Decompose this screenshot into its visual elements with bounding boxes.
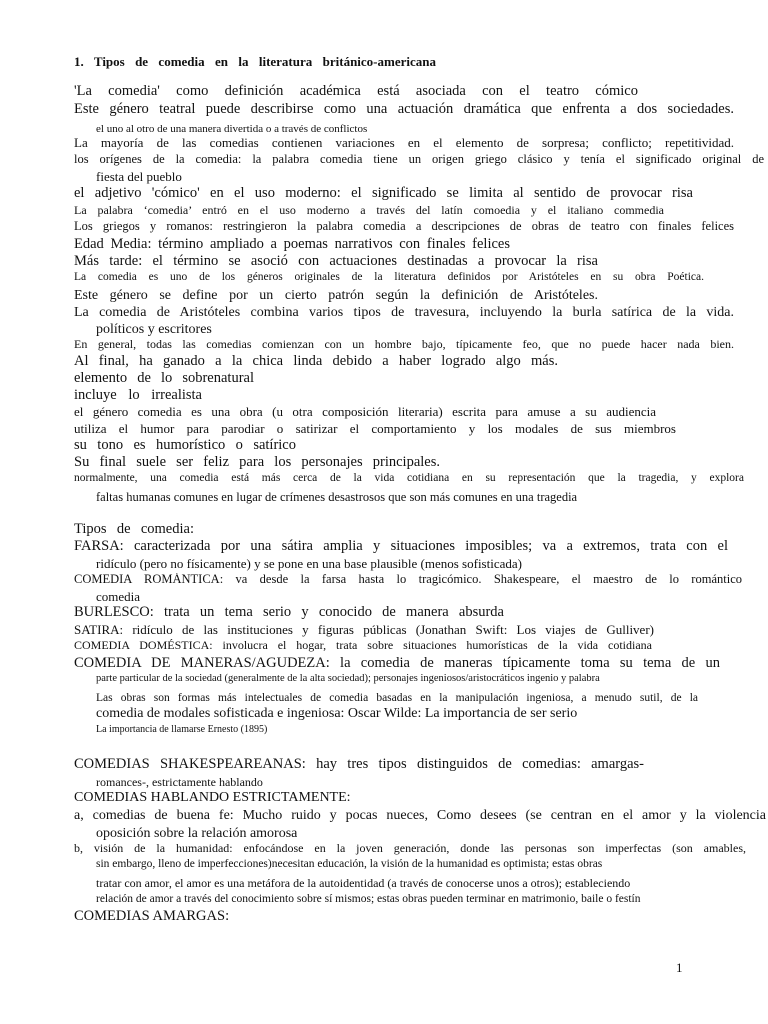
page-number: 1	[676, 960, 683, 975]
text-line: COMEDIA DE MANERAS/AGUDEZA: la comedia de maneras típicamente toma su tema de un	[74, 656, 720, 671]
text-line: incluye lo irrealista	[74, 388, 202, 403]
text-line: a, comedias de buena fe: Mucho ruido y pocas nueces, Como desees (se centran en el amor y la violencia	[74, 808, 766, 823]
text-line: La comedia es uno de los géneros originales de la literatura definidos por Aristóteles en su obra Poética.	[74, 271, 704, 283]
text-line: COMEDIA DOMÉSTICA: involucra el hogar, trata sobre situaciones humorísticas de la vida cotidiana	[74, 639, 652, 652]
text-line: parte particular de la sociedad (generalmente de la alta sociedad); personajes ingeniosos/aristocráticos ingenio y palabra	[96, 673, 600, 684]
text-line: SATIRA: ridículo de las instituciones y figuras públicas (Jonathan Swift: Los viajes de Gulliver)	[74, 623, 654, 637]
text-line: COMEDIA ROMÁNTICA: va desde la farsa hasta lo tragicómico. Shakespeare, el maestro de lo romántico	[74, 573, 742, 586]
text-line: comedia	[96, 590, 141, 604]
text-line: el género comedia es una obra (u otra composición literaria) escrita para amuse a su audiencia	[74, 405, 656, 419]
text-line: normalmente, una comedia está más cerca de la vida cotidiana en su representación que la tragedia, y explora	[74, 472, 744, 484]
text-line: 'La comedia' como definición académica está asociada con el teatro cómico	[74, 84, 638, 99]
text-line: b, visión de la humanidad: enfocándose en la joven generación, donde las personas son imperfectas (son amables,	[74, 842, 746, 855]
text-line: ridículo (pero no físicamente) y se pone en una base plausible (menos sofisticada)	[96, 557, 522, 571]
text-line: comedia de modales sofisticada e ingeniosa: Oscar Wilde: La importancia de ser serio	[96, 706, 578, 721]
text-line: faltas humanas comunes en lugar de crímenes desastrosos que son más comunes en una tragedia	[96, 491, 578, 504]
text-line: Los griegos y romanos: restringieron la palabra comedia a descripciones de obras de teatro con finales felices	[74, 220, 734, 233]
text-line: Tipos de comedia:	[74, 522, 194, 537]
text-line: Las obras son formas más intelectuales de comedia basadas en la manipulación ingeniosa, a menudo sutil, de la	[96, 692, 698, 704]
text-line: La palabra ‘comedia’ entró en el uso moderno a través del latín comoedia y el italiano commedia	[74, 204, 664, 217]
text-line: Edad Media: término ampliado a poemas narrativos con finales felices	[74, 237, 510, 252]
text-line: La comedia de Aristóteles combina varios tipos de travesura, incluyendo la burla satírica de la vida.	[74, 305, 734, 320]
text-line: romances-, estrictamente hablando	[96, 776, 263, 789]
text-line: elemento de lo sobrenatural	[74, 371, 254, 386]
text-line: Este género se define por un cierto patrón según la definición de Aristóteles.	[74, 288, 598, 303]
text-line: Este género teatral puede describirse como una actuación dramática que enfrenta a dos sociedades.	[74, 102, 734, 117]
text-line: Más tarde: el término se asoció con actuaciones destinadas a provocar la risa	[74, 254, 598, 269]
text-line: FARSA: caracterizada por una sátira amplia y situaciones imposibles; va a extremos, trata con el	[74, 539, 728, 554]
text-line: En general, todas las comedias comienzan con un hombre bajo, típicamente feo, que no puede hacer nada bien.	[74, 338, 734, 351]
text-line: BURLESCO: trata un tema serio y conocido de manera absurda	[74, 605, 504, 620]
text-line: su tono es humorístico o satírico	[74, 438, 296, 453]
text-line: COMEDIAS SHAKESPEAREANAS: hay tres tipos distinguidos de comedias: amargas-	[74, 757, 644, 772]
text-line: Al final, ha ganado a la chica linda debido a haber logrado algo más.	[74, 354, 558, 369]
text-line: COMEDIAS AMARGAS:	[74, 909, 230, 924]
text-line: Su final suele ser feliz para los personajes principales.	[74, 455, 440, 470]
section-heading: 1. Tipos de comedia en la literatura británico-americana	[74, 55, 436, 69]
text-line: oposición sobre la relación amorosa	[96, 826, 298, 841]
text-line: sin embargo, lleno de imperfecciones)necesitan educación, la visión de la humanidad es optimista; estas obras	[96, 858, 603, 870]
text-line: relación de amor a través del conocimiento sobre sí mismos; estas obras pueden terminar en matrimonio, baile o festín	[96, 893, 641, 905]
text-line: La mayoría de las comedias contienen variaciones en el elemento de sorpresa; conflicto; repetitividad.	[74, 136, 734, 150]
text-line: La importancia de llamarse Ernesto (1895)	[96, 724, 268, 735]
text-line: tratar con amor, el amor es una metáfora de la autoidentidad (a través de conocerse unos a otros); estableciendo	[96, 877, 631, 890]
text-line: los orígenes de la comedia: la palabra comedia tiene un origen griego clásico y tenía el significado original de	[74, 153, 764, 166]
text-line: COMEDIAS HABLANDO ESTRICTAMENTE:	[74, 790, 351, 805]
text-line: políticos y escritores	[96, 322, 212, 337]
text-line: utiliza el humor para parodiar o satirizar el comportamiento y los modales de sus miembros	[74, 422, 676, 436]
text-line: fiesta del pueblo	[96, 170, 182, 184]
text-line: el uno al otro de una manera divertida o a través de conflictos	[96, 123, 368, 135]
text-line: el adjetivo 'cómico' en el uso moderno: el significado se limita al sentido de provocar risa	[74, 186, 693, 201]
